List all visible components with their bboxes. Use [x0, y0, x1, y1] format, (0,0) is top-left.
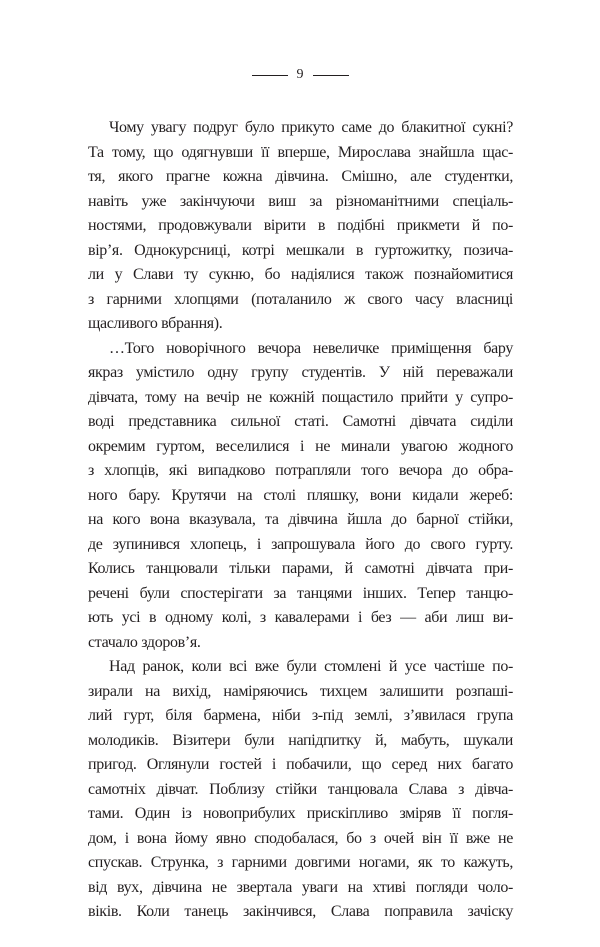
text-line: ють усі в одному колі, з кавалерами і без — аби лиш ви-	[88, 609, 513, 626]
page-number: 9	[296, 67, 304, 82]
text-line: з хлопців, які випадково потрапляли того вечора до обра-	[88, 462, 513, 479]
text-line: дівчата, тому на вечір не кожній пощастило прийти у супро-	[88, 388, 513, 406]
text-line: вір’я. Однокурсниці, котрі мешкали в гуртожитку, позича-	[88, 241, 513, 259]
text-line: віків. Коли танець закінчився, Слава поправила зачіску	[88, 903, 513, 920]
text-line: ностями, продовжували вірити в подібні прикмети й по-	[88, 217, 513, 234]
page-number-header	[0, 66, 600, 84]
text-line: стачало здоров’я.	[88, 633, 201, 651]
text-line: тами. Один із новоприбулих прискіпливо зміряв її погля-	[88, 805, 513, 822]
text-line: молодиків. Візитери були напідпитку й, мабуть, шукали	[88, 731, 513, 749]
text-line: якраз умістило одну групу студентів. У ній переважали	[88, 364, 513, 381]
text-line: від вух, дівчина не звертала уваги на хтиві погляди чоло-	[88, 878, 513, 896]
text-line: окремим гуртом, веселилися і не минали увагою жодного	[88, 437, 513, 455]
text-line: ного бару. Крутячи на столі пляшку, вони кидали жереб:	[88, 486, 513, 504]
text-line: воді представника сильної статі. Самотні дівчата сиділи	[88, 413, 513, 430]
left-rule-divider	[252, 75, 288, 76]
text-line: …Того новорічного вечора невеличке приміщення бару	[109, 339, 513, 357]
text-line: лий гурт, біля бармена, ніби з-під землі, з’явилася група	[88, 707, 513, 724]
text-line: де зупинився хлопець, і запрошувала його до свого гурту.	[88, 535, 513, 553]
text-line: Чому увагу подруг було прикуто саме до блакитної сукні?	[109, 119, 513, 136]
text-line: щасливого вбрання).	[88, 315, 223, 332]
text-line: з гарними хлопцями (поталанило ж свого часу власниці	[88, 290, 513, 308]
text-line: зирали на вихід, наміряючись тихцем залишити розпаші-	[88, 682, 513, 700]
text-line: дом, і вона йому явно сподобалася, бо з очей він її вже не	[88, 829, 513, 847]
text-line: ли у Слави ту сукню, бо надіялися також познайомитися	[88, 266, 513, 283]
text-line: на кого вона вказувала, та дівчина йшла до барної стійки,	[88, 511, 513, 528]
right-rule-divider	[313, 75, 349, 76]
text-line: Та тому, що одягнувши її вперше, Мирослава знайшла щас-	[88, 143, 513, 161]
text-line: пригод. Оглянули гостей і побачили, що серед них багато	[88, 756, 513, 773]
text-line: тя, якого прагне кожна дівчина. Смішно, але студентки,	[88, 168, 513, 185]
text-line: Над ранок, коли всі вже були стомлені й усе частіше по-	[109, 658, 513, 675]
text-line: самотніх дівчат. Поблизу стійки танцювала Слава з дівча-	[88, 780, 513, 798]
text-line: речені були спостерігати за танцями інших. Тепер танцю-	[88, 584, 513, 602]
text-line: навіть уже закінчуючи виш за різноманітними спеціаль-	[88, 192, 513, 210]
body-text	[88, 116, 513, 925]
text-line: спускав. Струнка, з гарними довгими ногами, як то кажуть,	[88, 854, 513, 871]
text-line: Колись танцювали тільки парами, й самотні дівчата при-	[88, 560, 513, 577]
